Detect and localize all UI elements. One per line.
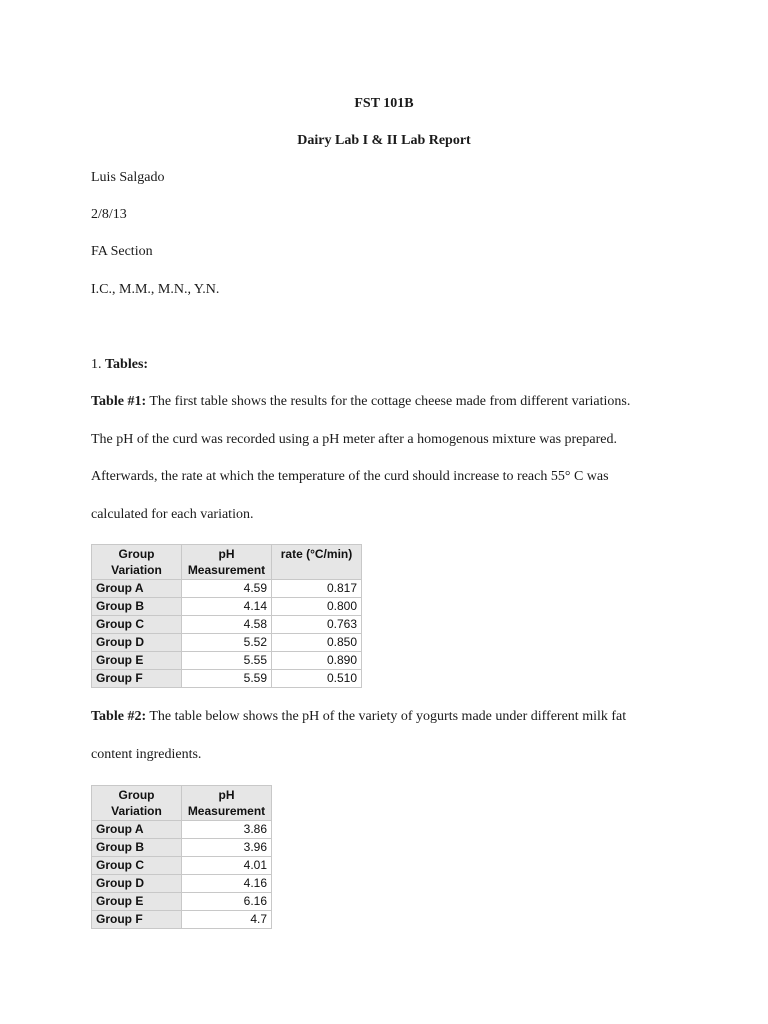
cottage-cheese-table [91,544,362,688]
table1-caption-line-2: The pH of the curd was recorded using a pH meter after a homogenous mixture was prepared. [91,432,617,447]
report-title: Dairy Lab I & II Lab Report [297,133,471,148]
table2-caption-label: Table #2: [91,709,147,724]
ph-cell: 3.96 [182,839,272,857]
table-row [92,893,272,911]
table-row [92,911,272,929]
rate-cell: 0.890 [272,652,362,670]
table2-caption-text: The table below shows the pH of the variety of yogurts made under different milk fat [146,709,627,724]
table2-caption-line-2: content ingredients. [91,747,202,762]
rate-cell: 0.817 [272,580,362,598]
row-label: Group E [92,652,182,670]
row-label: Group C [92,857,182,875]
ph-cell: 4.58 [182,616,272,634]
section-heading [91,356,148,374]
rate-cell: 0.763 [272,616,362,634]
ph-cell: 4.16 [182,875,272,893]
yogurt-ph-table [91,785,272,929]
table1-caption-label: Table #1: [91,394,147,409]
group-initials: I.C., M.M., M.N., Y.N. [91,282,220,297]
row-label: Group E [92,893,182,911]
rate-cell: 0.800 [272,598,362,616]
column-header-group-variation: Group Variation [92,545,182,580]
table1-caption-line-1 [91,393,630,411]
rate-cell: 0.510 [272,670,362,688]
column-header-ph: pH Measurement [182,545,272,580]
column-header-ph: pH Measurement [182,786,272,821]
column-header-group-variation: Group Variation [92,786,182,821]
report-date: 2/8/13 [91,207,127,222]
table2-caption-line-1 [91,708,626,726]
table-row [92,652,362,670]
row-label: Group F [92,911,182,929]
rate-cell: 0.850 [272,634,362,652]
row-label: Group A [92,580,182,598]
section-title: Tables: [105,357,149,372]
ph-cell: 3.86 [182,821,272,839]
row-label: Group B [92,598,182,616]
ph-cell: 4.59 [182,580,272,598]
table-row [92,821,272,839]
table1-caption-line-3: Afterwards, the rate at which the temperature of the curd should increase to reach 55° C was [91,469,609,484]
ph-cell: 6.16 [182,893,272,911]
ph-cell: 5.52 [182,634,272,652]
table-row [92,857,272,875]
table1-caption-text: The first table shows the results for the cottage cheese made from different variations. [146,394,631,409]
table-row [92,634,362,652]
table-row [92,616,362,634]
section-number: 1. [91,357,102,372]
ph-cell: 4.14 [182,598,272,616]
row-label: Group B [92,839,182,857]
row-label: Group D [92,875,182,893]
ph-cell: 4.7 [182,911,272,929]
row-label: Group C [92,616,182,634]
row-label: Group F [92,670,182,688]
ph-cell: 5.55 [182,652,272,670]
row-label: Group A [92,821,182,839]
section-label: FA Section [91,244,153,259]
table-row [92,598,362,616]
author-name: Luis Salgado [91,170,165,185]
column-header-rate: rate (°C/min) [272,545,362,580]
ph-cell: 4.01 [182,857,272,875]
table1-caption-line-4: calculated for each variation. [91,507,254,522]
table-row [92,580,362,598]
table-header-row [92,545,362,580]
row-label: Group D [92,634,182,652]
table-row [92,670,362,688]
ph-cell: 5.59 [182,670,272,688]
table-header-row [92,786,272,821]
table-row [92,875,272,893]
table-row [92,839,272,857]
course-title: FST 101B [354,96,414,111]
